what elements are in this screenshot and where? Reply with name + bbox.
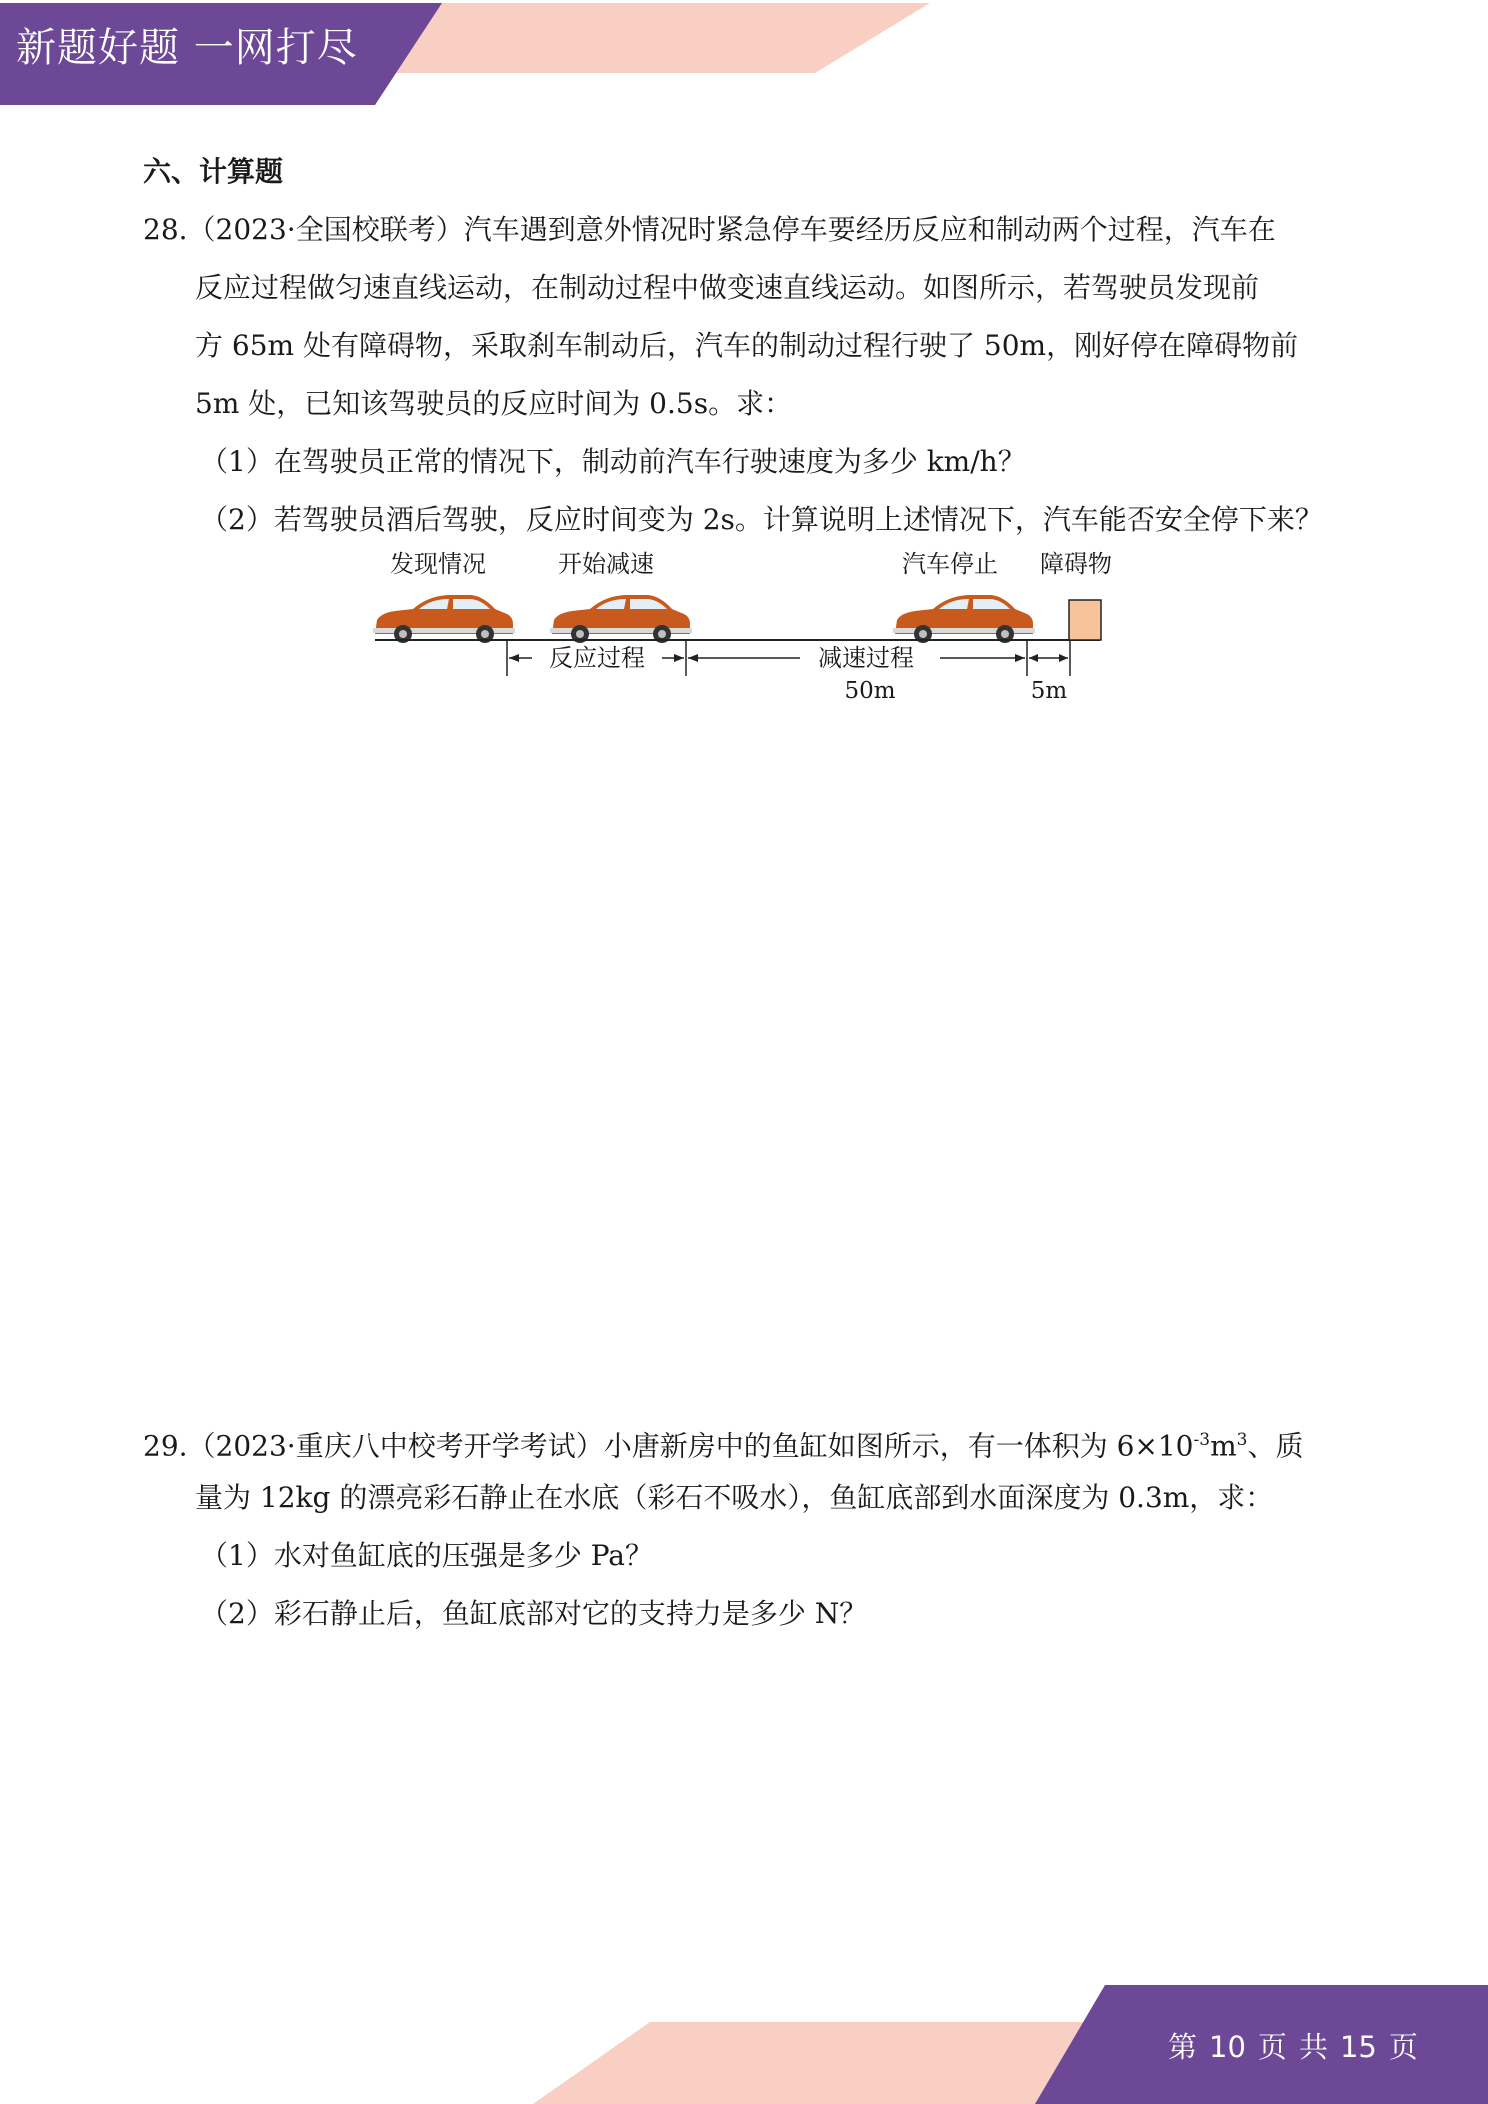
footer-di: 第	[1168, 2030, 1198, 2064]
q28-line-4: 5m 处，已知该驾驶员的反应时间为 0.5s。求：	[195, 387, 793, 420]
car-stop	[893, 595, 1035, 643]
q29-exponent-2: 3	[1236, 1430, 1248, 1450]
label-reaction: 反应过程	[549, 644, 645, 672]
q29-line-1	[143, 1420, 1303, 1466]
label-gap-distance: 5m	[1030, 678, 1068, 704]
obstacle-box	[1069, 600, 1101, 640]
q29-exponent-1: -3	[1193, 1430, 1211, 1450]
header-peach-stripe	[380, 3, 930, 73]
q29-sub-question-1: （1）水对鱼缸底的压强是多少 Pa？	[200, 1539, 653, 1572]
header-title: 新题好题 一网打尽	[16, 25, 358, 71]
current-page-number: 10	[1209, 2030, 1246, 2064]
gap-arrow	[1029, 654, 1068, 662]
footer-gong: 共	[1298, 2030, 1328, 2064]
total-page-number: 15	[1339, 2030, 1377, 2064]
q28-line-1: 28.（2023·全国校联考）汽车遇到意外情况时紧急停车要经历反应和制动两个过程，汽车在	[143, 213, 1276, 246]
label-decel-distance: 50m	[844, 678, 896, 704]
label-discover: 发现情况	[390, 550, 486, 578]
braking-diagram	[360, 548, 1130, 710]
label-decel: 减速过程	[818, 644, 914, 672]
label-stop: 汽车停止	[902, 550, 998, 578]
car-discover	[373, 595, 515, 643]
q28-sub-question-2: （2）若驾驶员酒后驾驶，反应时间变为 2s。计算说明上述情况下，汽车能否安全停下来？	[200, 503, 1323, 536]
q29-sub-question-2: （2）彩石静止后，鱼缸底部对它的支持力是多少 N？	[200, 1597, 868, 1630]
q28-line-3: 方 65m 处有障碍物，采取刹车制动后，汽车的制动过程行驶了 50m，刚好停在障碍物前	[195, 329, 1299, 362]
section-title: 六、计算题	[143, 155, 284, 188]
footer-ye: 页	[1257, 2030, 1287, 2064]
q29-line-1-a: 29.（2023·重庆八中校考开学考试）小唐新房中的鱼缸如图所示，有一体积为 6×10	[143, 1429, 1194, 1463]
car-start-brake	[550, 595, 692, 643]
footer-ye-2: 页	[1388, 2030, 1418, 2064]
q29-line-2: 量为 12kg 的漂亮彩石静止在水底（彩石不吸水），鱼缸底部到水面深度为 0.3m，求：	[195, 1481, 1274, 1514]
q28-sub-question-1: （1）在驾驶员正常的情况下，制动前汽车行驶速度为多少 km/h？	[200, 445, 1026, 478]
label-obstacle: 障碍物	[1040, 550, 1112, 578]
q28-line-2: 反应过程做匀速直线运动，在制动过程中做变速直线运动。如图所示，若驾驶员发现前	[195, 271, 1260, 304]
page-number-footer	[1168, 2025, 1430, 2066]
label-start-brake: 开始减速	[558, 550, 654, 578]
q29-line-1-b: m	[1210, 1429, 1237, 1463]
q29-line-1-c: 、质	[1247, 1429, 1304, 1463]
